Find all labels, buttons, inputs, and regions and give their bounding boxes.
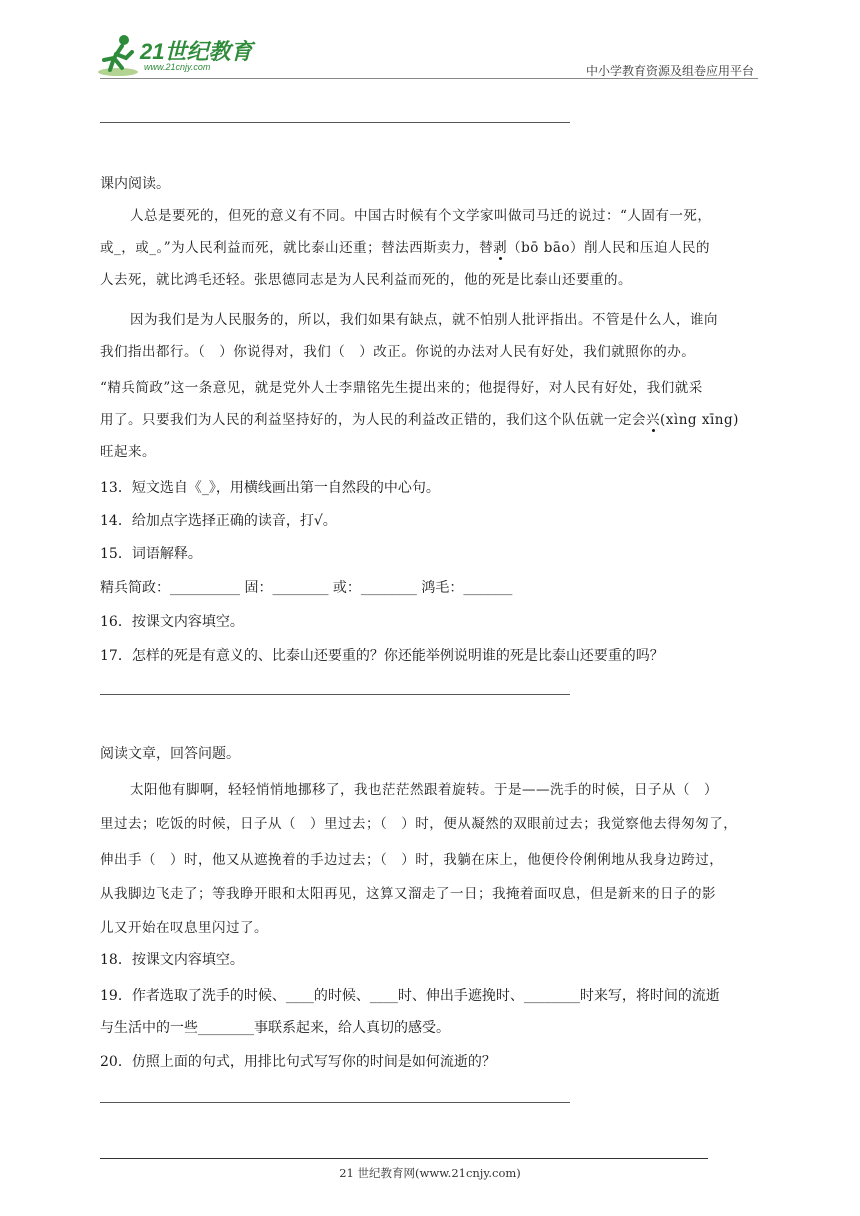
runner-logo-icon bbox=[96, 32, 140, 78]
section-title: 阅读文章，回答问题。 bbox=[100, 746, 240, 762]
question-16: 16．按课文内容填空。 bbox=[100, 614, 244, 630]
passage-line: 用了。只要我们为人民的利益坚持好的，为人民的利益改正错的，我们这个队伍就一定会兴(xìng xīng) bbox=[100, 412, 739, 428]
logo-text: 21世纪教育 bbox=[140, 39, 253, 64]
question-19: 19．作者选取了洗手的时候、____的时候、____时、伸出手遮挽时、________时来写，将时间的流逝 bbox=[100, 988, 720, 1004]
question-17: 17．怎样的死是有意义的、比泰山还要重的？你还能举例说明谁的死是比泰山还要重的吗？ bbox=[100, 648, 664, 664]
passage-line: 太阳他有脚啊，轻轻悄悄地挪移了，我也茫茫然跟着旋转。于是——洗手的时候，日子从（ ） bbox=[130, 782, 718, 798]
question-15-blanks: 精兵简政：__________ 固：________ 或：________ 鸿毛：_______ bbox=[100, 580, 513, 596]
passage-line: 旺起来。 bbox=[100, 444, 156, 460]
header-divider bbox=[100, 78, 758, 79]
passage-line: 或_，或_。”为人民利益而死，就比泰山还重；替法西斯卖力，替剥（bō bāo）削人民和压迫人民的 bbox=[100, 240, 711, 256]
dotted-char: 剥 bbox=[493, 240, 508, 256]
question-18: 18．按课文内容填空。 bbox=[100, 952, 244, 968]
passage-line: 我们指出都行。（ ）你说得对，我们（ ）改正。你说的办法对人民有好处，我们就照你的办。 bbox=[100, 344, 696, 360]
passage-line: 人去死，就比鸿毛还轻。张思德同志是为人民利益而死的，他的死是比泰山还要重的。 bbox=[100, 272, 632, 288]
passage-line: “精兵简政”这一条意见，就是党外人士李鼎铭先生提出来的；他提得好，对人民有好处，我们就采 bbox=[100, 380, 703, 396]
passage-line: 因为我们是为人民服务的，所以，我们如果有缺点，就不怕别人批评指出。不管是什么人，谁向 bbox=[130, 312, 718, 328]
passage-line: 伸出手（ ）时，他又从遮挽着的手边过去；（ ）时，我躺在床上，他便伶伶俐俐地从我身边跨过， bbox=[100, 852, 724, 868]
passage-line: 里过去；吃饭的时候，日子从（ ）里过去；（ ）时，便从凝然的双眼前过去；我觉察他去得匆匆了， bbox=[100, 816, 738, 832]
footer-text[interactable]: 21 世纪教育网(www.21cnjy.com) bbox=[339, 1166, 521, 1180]
question-14: 14．给加点字选择正确的读音，打√。 bbox=[100, 513, 337, 529]
section-title: 课内阅读。 bbox=[100, 176, 170, 192]
platform-name: 中小学教育资源及组卷应用平台 bbox=[585, 64, 754, 78]
footer-divider bbox=[100, 1158, 708, 1159]
passage-line: 从我脚边飞走了；等我睁开眼和太阳再见，这算又溜走了一日；我掩着面叹息，但是新来的日子的影 bbox=[100, 886, 716, 902]
question-15: 15．词语解释。 bbox=[100, 546, 202, 562]
answer-line bbox=[100, 1102, 570, 1103]
site-logo bbox=[96, 30, 266, 78]
logo-url: www.21cnjy.com bbox=[144, 62, 211, 72]
passage-line: 儿又开始在叹息里闪过了。 bbox=[100, 920, 268, 936]
question-20: 20．仿照上面的句式，用排比句式写写你的时间是如何流逝的？ bbox=[100, 1054, 496, 1070]
answer-line bbox=[100, 694, 570, 695]
dotted-char: 兴 bbox=[646, 412, 660, 428]
answer-line bbox=[100, 122, 570, 123]
question-13: 13．短文选自《_》，用横线画出第一自然段的中心句。 bbox=[100, 480, 440, 496]
page-header bbox=[96, 30, 760, 80]
passage-line: 人总是要死的，但死的意义有不同。中国古时候有个文学家叫做司马迁的说过：“人固有一死， bbox=[130, 208, 712, 224]
question-19-cont: 与生活中的一些________事联系起来，给人真切的感受。 bbox=[100, 1020, 450, 1036]
